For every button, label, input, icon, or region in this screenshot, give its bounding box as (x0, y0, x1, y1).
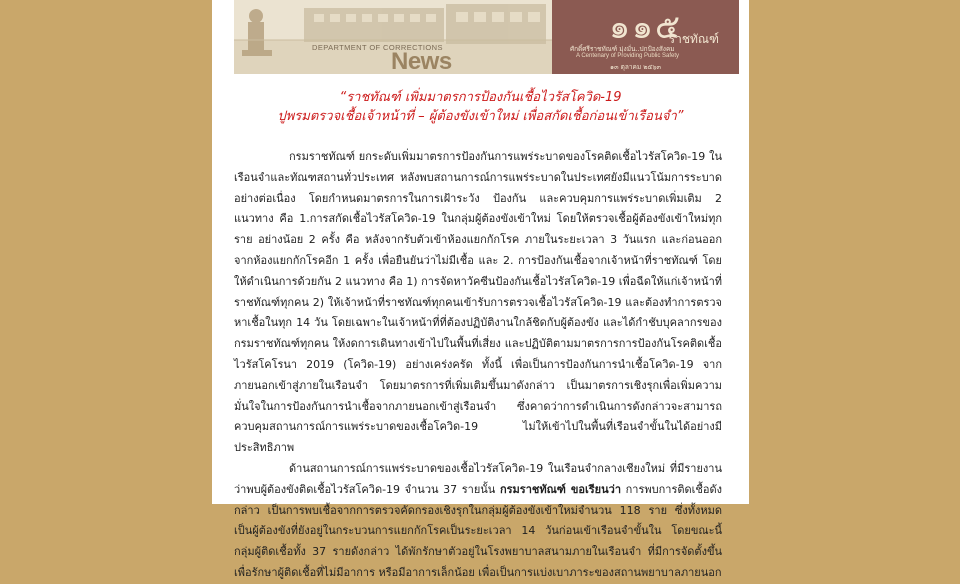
anniversary-logo (552, 0, 739, 74)
anniversary-slogan: ศักดิ์ศรีราชทัณฑ์ มุ่งมั่น..ปกป้องสังคม (570, 45, 675, 53)
headline-line-1: “ราชทัณฑ์ เพิ่มมาตรการป้องกันเชื้อไวรัสโควิด-19 (339, 90, 622, 105)
department-label: DEPARTMENT OF CORRECTIONS (312, 43, 443, 52)
paragraph-2-text-b: การพบการติดเชื้อดังกล่าว เป็นการพบเชื้อจากการตรวจคัดกรองเชิงรุกในกลุ่มผู้ต้องขังเข้าใหม่จำนวน 118 ราย ซึ่งทั้งหมดเป็นผู้ต้องขังที่ยังอยู่ในกระบวนการแยกกักโรคเป็นระยะเวลา 14 วันก่อนเข้าเรือนจำขั้นใน โดยขณะนี้ กลุ่มผู้ติดเชื้อทั้ง 37 รายดังกล่าว ได้พักรักษาตัวอยู่ในโรงพยาบาลสนามภายในเรือนจำ ที่มีการจัดตั้งขึ้นเพื่อรักษาผู้ติดเชื้อที่ไม่มีอาการ หรือมีอาการเล็กน้อย เพื่อเป็นการแบ่งเบาภาระของสถานพยาบาลภายนอก (234, 482, 722, 579)
anniversary-english: A Centenary of Providing Public Safety (576, 53, 680, 59)
paragraph-2-text-a: ด้านสถานการณ์การแพร่ระบาดของเชื้อไวรัสโควิด-19 ในเรือนจำกลางเชียงใหม่ ที่มีรายงานว่าพบผู้ต้องขังติดเชื้อไวรัสโควิด-19 จำนวน 37 รายนั้น (234, 461, 722, 496)
anniversary-date: ๑๓ ตุลาคม ๒๕๖๓ (610, 63, 661, 71)
anniversary-number: ๑๑๕ (609, 7, 682, 46)
news-logo-text: News (391, 48, 452, 75)
news-banner (234, 0, 739, 74)
headline (212, 88, 749, 126)
paragraph-1 (234, 147, 722, 459)
paragraph-1-text: ยกระดับเพิ่มมาตรการป้องกันการแพร่ระบาดของโรคติดเชื้อไวรัสโควิด-19 ในเรือนจำและทัณฑสถานทั่วประเทศ หลังพบสถานการณ์การแพร่ระบาดในประเทศยังมีแนวโน้มการระบาดอย่างต่อเนื่อง โดยกำหนดมาตรการในการเฝ้าระวัง ป้องกัน และควบคุมการแพร่ระบาดเพิ่มเติม 2 แนวทาง คือ 1.การสกัดเชื้อไวรัสโควิด-19 ในกลุ่มผู้ต้องขังเข้าใหม่ โดยให้ตรวจเชื้อผู้ต้องขังเข้าใหม่ทุกราย อย่างน้อย 2 ครั้ง คือ หลังจากรับตัวเข้าห้องแยกกักโรค ภายในระยะเวลา 3 วันแรก และก่อนออกจากห้องแยกกักโรคอีก 1 ครั้ง เพื่อยืนยันว่าไม่มีเชื้อ และ 2. การป้องกันเชื้อจากเจ้าหน้าที่ราชทัณฑ์ โดยให้ดำเนินการด้วยกัน 2 แนวทาง คือ 1) การจัดหาวัคซีนป้องกันเชื้อไวรัสโควิด-19 เพื่อฉีดให้แก่เจ้าหน้าที่ราชทัณฑ์ทุกคน 2) ให้เจ้าหน้าที่ราชทัณฑ์ทุกคนเข้ารับการตรวจเชื้อไวรัสโควิด-19 และต้องทำการตรวจหาเชื้อในทุก 14 วัน โดยเฉพาะในเจ้าหน้าที่ที่ต้องปฏิบัติงานใกล้ชิดกับผู้ต้องขัง และได้กำชับบุคลากรของกรมราชทัณฑ์ทุกคน ให้งดการเดินทางเข้าไปในพื้นที่เสี่ยง และปฏิบัติตามมาตรการการป้องกันโรคติดเชื้อไวรัสโคโรนา 2019 (โควิด-19) อย่างเคร่งครัด ทั้งนี้ เพื่อเป็นการป้องกันการนำเชื้อโควิด-19 จากภายนอกเข้าสู่ภายในเรือนจำ โดยมาตรการที่เพิ่มเติมขึ้นมาดังกล่าว เป็นมาตรการเชิงรุกเพื่อเพิ่มความมั่นใจในการป้องกันการนำเชื้อจากภายนอกเข้าสู่เรือนจำ ซึ่งคาดว่าการดำเนินการดังกล่าวจะสามารถควบคุมสถานการณ์การแพร่ระบาดของเชื้อโควิด-19 ไม่ให้เข้าไปในพื้นที่เรือนจำขั้นในได้อย่างมีประสิทธิภาพ (234, 150, 722, 455)
paragraph-2-bold: กรมราชทัณฑ์ ขอเรียนว่า (499, 482, 621, 496)
anniversary-name: ราชทัณฑ์ (668, 32, 719, 46)
article-page (212, 0, 749, 579)
paragraph-1-lead: กรมราชทัณฑ์ (289, 150, 355, 163)
banner-photo (234, 0, 552, 74)
article-body (234, 147, 722, 584)
headline-line-2: ปูพรมตรวจเชื้อเจ้าหน้าที่ – ผู้ต้องขังเข้าใหม่ เพื่อสกัดเชื้อก่อนเข้าเรือนจำ” (277, 109, 684, 124)
paragraph-2 (234, 459, 722, 584)
